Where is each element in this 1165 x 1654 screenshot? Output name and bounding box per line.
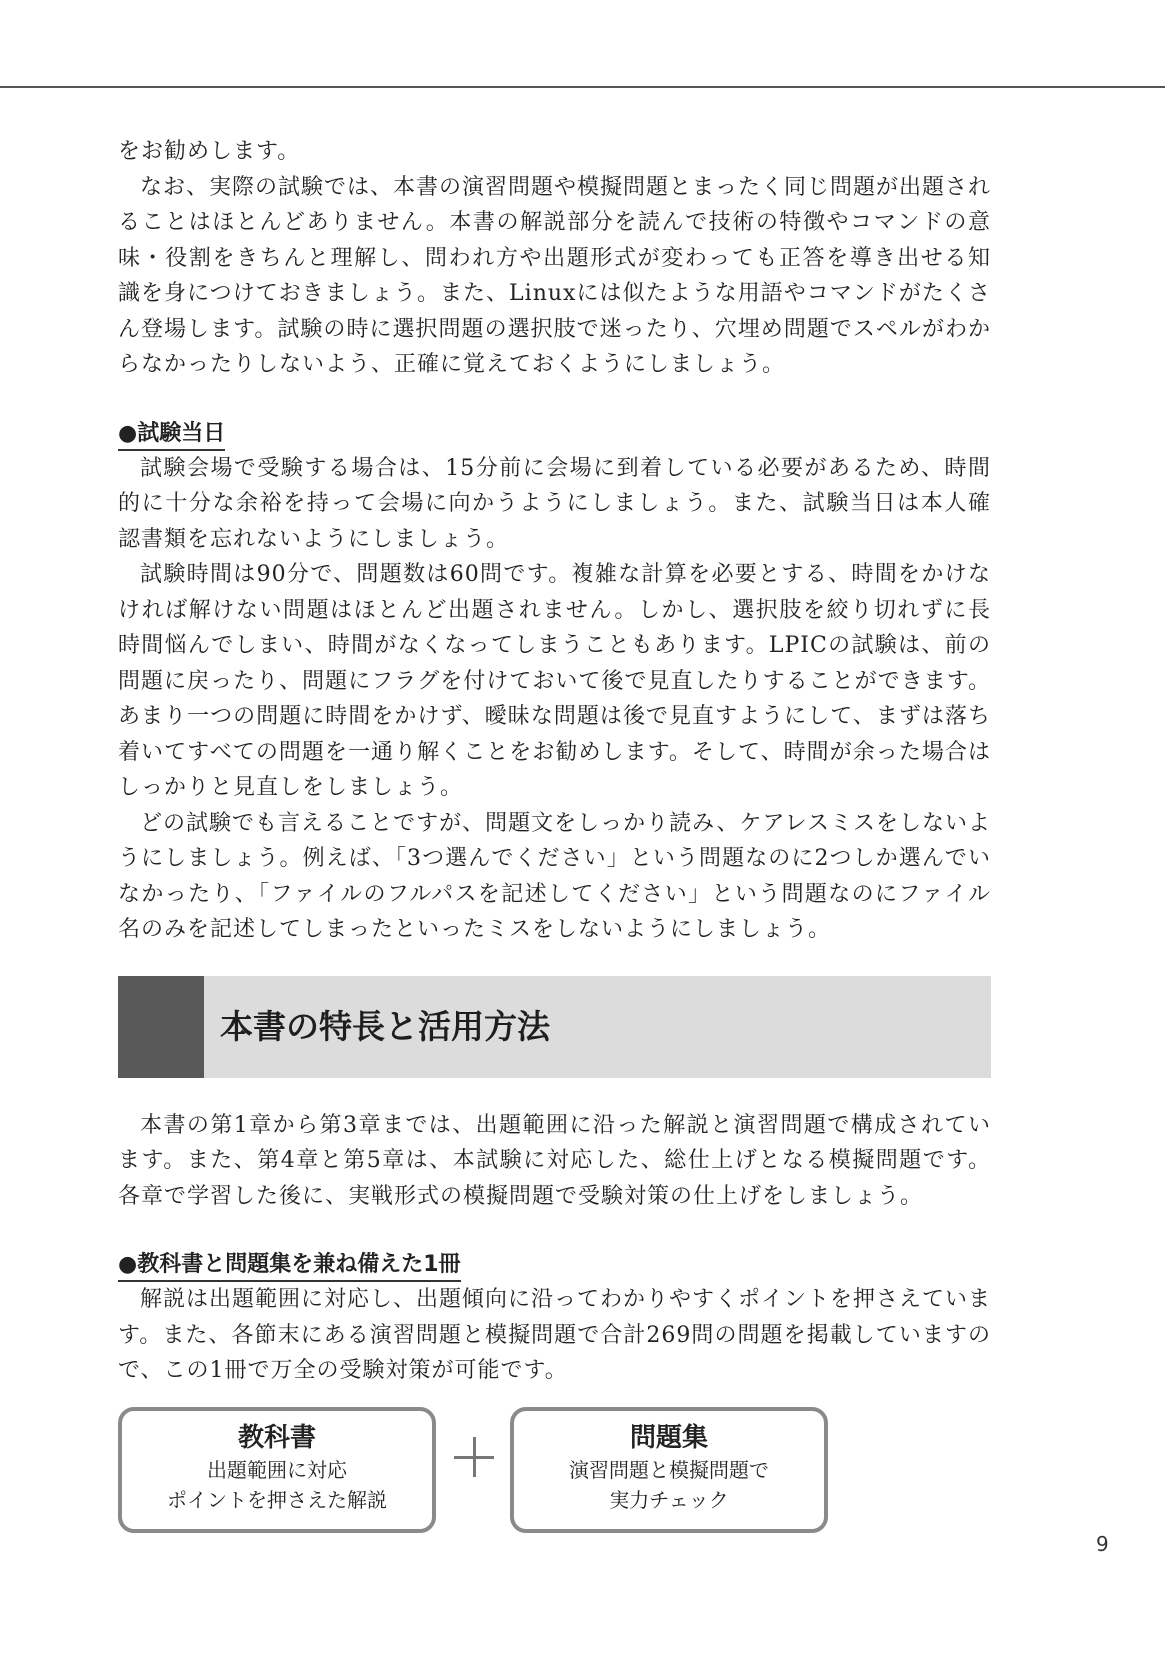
- workbook-box-line-2: 実力チェック: [609, 1487, 729, 1512]
- workbook-box-title: 問題集: [629, 1422, 708, 1453]
- section-paragraph-2: 解説は出題範囲に対応し、出題傾向に沿ってわかりやすくポイントを押さえています。また、各節末にある演習問題と模擬問題で合計269問の問題を掲載していますので、この1冊で万全の受験対策が可能です。: [118, 1287, 992, 1383]
- section-banner-accent: [118, 976, 204, 1078]
- exam-day-paragraph-2: 試験時間は90分で、問題数は60問です。複雑な計算を必要とする、時間をかけなければ解けない問題はほとんど出題されません。しかし、選択肢を絞り切れずに長時間悩んでしまい、時間がなくなってしまうこともあります。LPICの試験は、前の問題に戻ったり、問題にフラグを付けておいて後で見直したりすることができます。あまり一つの問題に時間をかけず、曖昧な問題は後で見直すようにして、まずは落ち着いてすべての問題を一通り解くことをお勧めします。そして、時間が余った場合はしっかりと見直しをしましょう。: [118, 562, 991, 800]
- intro-paragraph-1: をお勧めします。: [118, 139, 301, 164]
- exam-day-paragraph-1: 試験会場で受験する場合は、15分前に会場に到着している必要があるため、時間的に十分な余裕を持って会場に向かうようにしましょう。また、試験当日は本人確認書類を忘れないようにしましょう。: [118, 455, 991, 552]
- textbook-box-line-2: ポイントを押さえた解説: [167, 1487, 387, 1512]
- textbook-box-title: 教科書: [237, 1422, 316, 1453]
- page-number: 9: [1096, 1532, 1109, 1556]
- section-banner: [118, 976, 991, 1078]
- textbook-box: [118, 1407, 436, 1533]
- exam-day-paragraph-3: どの試験でも言えることですが、問題文をしっかり読み、ケアレスミスをしないようにしましょう。例えば、「3つ選んでください」という問題なのに2つしか選んでいなかったり、「ファイルのフルパスを記述してください」という問題なのにファイル名のみを記述してしまったといったミスをしないようにしましょう。: [118, 810, 991, 942]
- section-title: 本書の特長と活用方法: [220, 1006, 550, 1046]
- textbook-workbook-heading: ●教科書と問題集を兼ね備えた1冊: [118, 1250, 461, 1282]
- plus-icon: [454, 1437, 494, 1477]
- spacer: [118, 383, 991, 419]
- page-content: [118, 134, 991, 1537]
- spacer: [118, 1214, 991, 1250]
- textbook-box-line-1: 出題範囲に対応: [207, 1457, 347, 1482]
- feature-boxes: [118, 1407, 991, 1537]
- exam-day-heading: ●試験当日: [118, 419, 225, 451]
- section-paragraph-1: 本書の第1章から第3章までは、出題範囲に沿った解説と演習問題で構成されています。また、第4章と第5章は、本試験に対応した、総仕上げとなる模擬問題です。各章で学習した後に、実戦形式の模擬問題で受験対策の仕上げをしましょう。: [118, 1112, 991, 1209]
- header-rule: [0, 86, 1165, 88]
- workbook-box: [510, 1407, 828, 1533]
- workbook-box-line-1: 演習問題と模擬問題で: [569, 1457, 769, 1482]
- intro-paragraph-2: なお、実際の試験では、本書の演習問題や模擬問題とまったく同じ問題が出題されることはほとんどありません。本書の解説部分を読んで技術の特徴やコマンドの意味・役割をきちんと理解し、問われ方や出題形式が変わっても正答を導き出せる知識を身につけておきましょう。また、Linuxには似たような用語やコマンドがたくさん登場します。試験の時に選択問題の選択肢で迷ったり、穴埋め問題でスペルがわからなかったりしないよう、正確に覚えておくようにしましょう。: [118, 174, 992, 377]
